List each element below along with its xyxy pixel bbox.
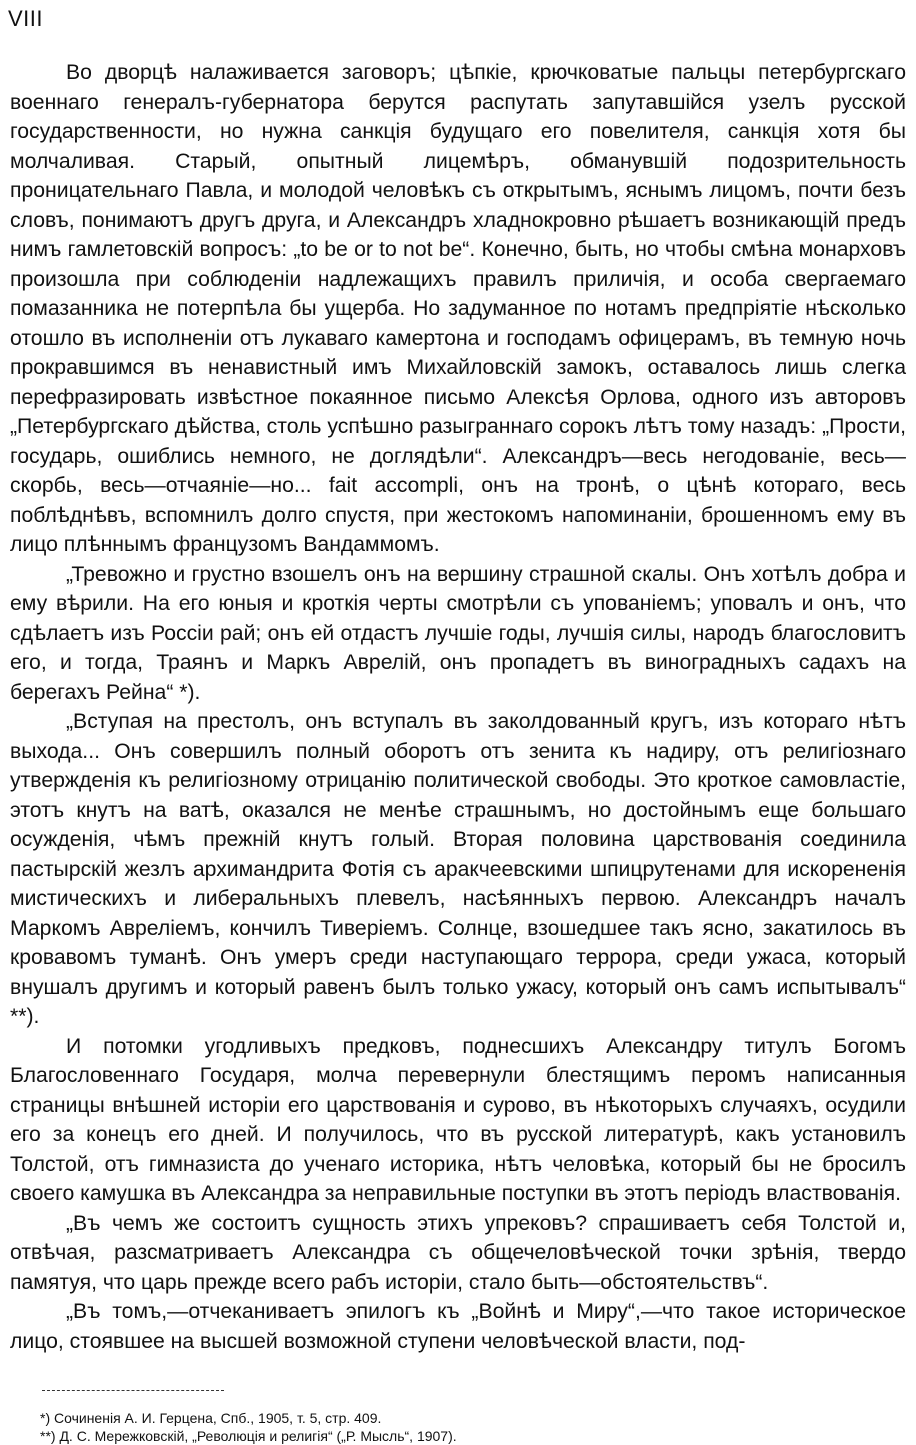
body-text bbox=[10, 58, 906, 1356]
paragraph: „Тревожно и грустно взошелъ онъ на вершину страшной скалы. Онъ хотѣлъ добра и ему вѣрили. На его юныя и кроткія черты смотрѣли съ упованіемъ; уповалъ и онъ, что сдѣлаетъ изъ Россіи рай; онъ ей отдастъ лучшіе годы, лучшія силы, народъ благословитъ его, и тогда, Траянъ и Маркъ Аврелій, онъ пропадетъ въ виноградныхъ садахъ на берегахъ Рейна“ *). bbox=[10, 562, 906, 704]
paragraph: Во дворцѣ налаживается заговоръ; цѣпкіе, крючковатые пальцы петербургскаго военнаго генералъ-губернатора берутся распутать запутавшійся узелъ русской государственности, но нужна санкція будущаго его повелителя, санкція хотя бы молчаливая. Старый, опытный лицемѣръ, обманувшій подозрительность проницательнаго Павла, и молодой человѣкъ съ открытымъ, яснымъ лицомъ, почти безъ словъ, понимаютъ другъ друга, и Александръ хладнокровно рѣшаетъ возникающій предъ нимъ гамлетовскій вопросъ: „to be or to not be“. Конечно, быть, но чтобы смѣна монарховъ произошла при соблюденіи надлежащихъ правилъ приличія, и особа свергаемаго помазанника не потерпѣла бы ущерба. Но задуманное по нотамъ предпріятіе нѣсколько отошло въ исполненіи отъ лукаваго камертона и господамъ офицерамъ, въ темную ночь прокравшимся въ ненавистный имъ Михайловскій замокъ, оставалось лишь слегка перефразировать извѣстное покаянное письмо Алексѣя Орлова, одного изъ авторовъ „Петербургскаго дѣйства, столь успѣшно разыграннаго сорокъ лѣтъ тому назадъ: „Прости, государь, ошиблись немного, не доглядѣли“. Александръ—весь негодованіе, весь—скорбь, весь—отчаяніе—но... fait accompli, онъ на тронѣ, о цѣнѣ котораго, весь поблѣднѣвъ, вспомнилъ долго спустя, при жестокомъ напоминаніи, брошенномъ ему въ лицо плѣннымъ французомъ Вандаммомъ. bbox=[10, 61, 906, 556]
page-number: VIII bbox=[8, 6, 44, 31]
paragraph: „Въ чемъ же состоитъ сущность этихъ упрековъ? спрашиваетъ себя Толстой и, отвѣчая, разсматриваетъ Александра съ общечеловѣческой точки зрѣнія, твердо памятуя, что царь прежде всего рабъ исторіи, стало быть—обстоятельствъ“. bbox=[10, 1211, 906, 1294]
footnote-divider bbox=[42, 1390, 224, 1391]
paragraph: „Въ томъ,—отчеканиваетъ эпилогъ къ „Войнѣ и Миру“,—что такое историческое лицо, стоявшее на высшей возможной ступени человѣческой власти, под- bbox=[10, 1300, 906, 1353]
footnote: **) Д. С. Мережковскій, „Революція и религія“ („Р. Мысль“, 1907). bbox=[40, 1428, 457, 1444]
paragraph: И потомки угодливыхъ предковъ, поднесшихъ Александру титулъ Богомъ Благословеннаго Государя, молча перевернули блестящимъ перомъ написанныя страницы внѣшней исторіи его царствованія и сурово, въ нѣкоторыхъ случаяхъ, осудили его за конецъ его дней. И получилось, что въ русской литературѣ, какъ установилъ Толстой, отъ гимназиста до ученаго историка, нѣтъ человѣка, который бы не бросилъ своего камушка въ Александра за неправильные поступки въ этотъ періодъ властвованія. bbox=[10, 1034, 906, 1205]
footnotes bbox=[40, 1409, 900, 1445]
paragraph: „Вступая на престолъ, онъ вступалъ въ заколдованный кругъ, изъ котораго нѣтъ выхода... Онъ совершилъ полный оборотъ отъ зенита къ надиру, отъ религіознаго утвержденія къ религіозному отрицанію политической свободы. Это кроткое самовластіе, этотъ кнутъ на ватѣ, оказался не менѣе страшнымъ, но достойнымъ еще большаго осужденія, чѣмъ прежній кнутъ голый. Вторая половина царствованія соединила пастырскій жезлъ архимандрита Фотія съ аракчеевскими шпицрутенами для искорененія мистическихъ и либеральныхъ плевелъ, насѣянныхъ первою. Александръ началъ Маркомъ Авреліемъ, кончилъ Тиверіемъ. Солнце, взошедшее такъ ясно, закатилось въ кровавомъ туманѣ. Онъ умеръ среди наступающаго террора, среди ужаса, который внушалъ другимъ и который равенъ былъ только ужасу, который онъ самъ испытывалъ“ **). bbox=[10, 710, 906, 1028]
footnote: *) Сочиненія А. И. Герцена, Спб., 1905, т. 5, стр. 409. bbox=[40, 1410, 382, 1426]
